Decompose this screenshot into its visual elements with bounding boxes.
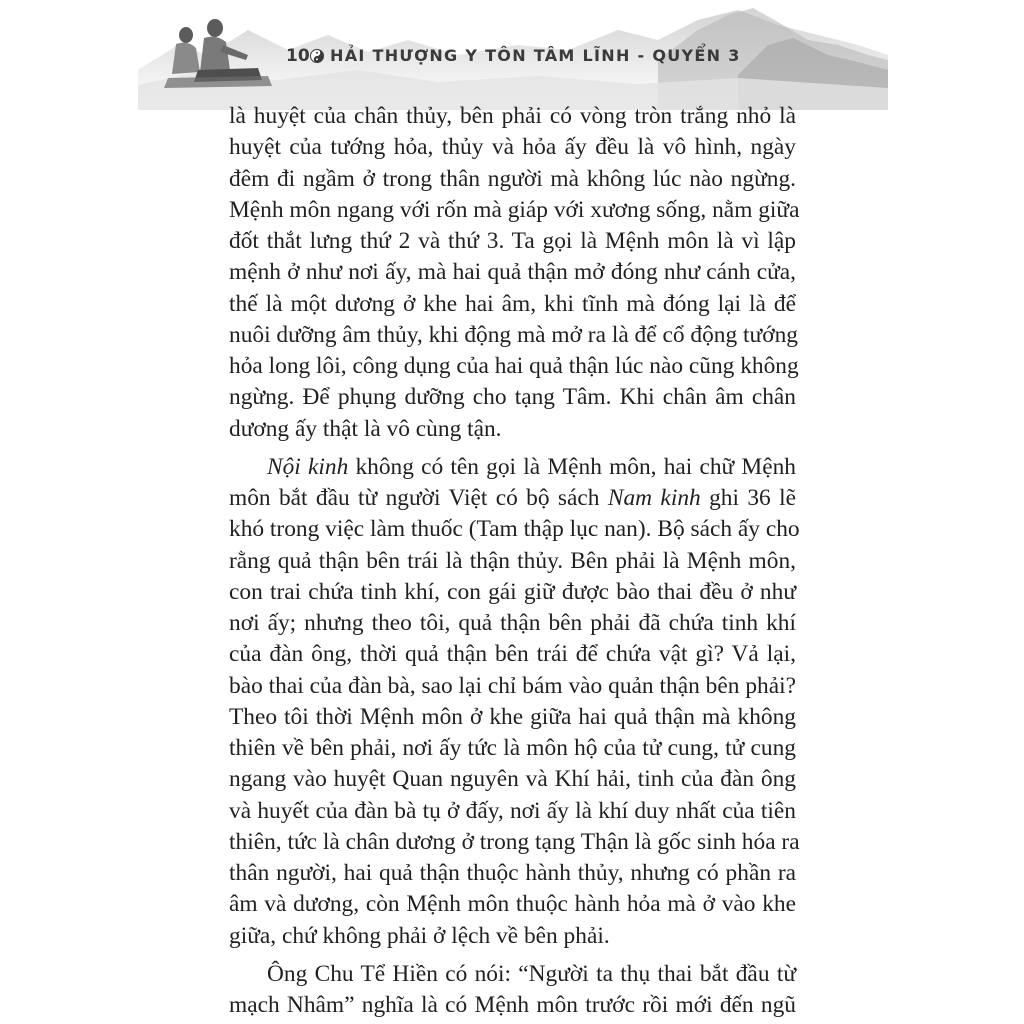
text-segment: mệnh ở như nơi ấy, mà hai quả thận mở đóng như cánh cửa,: [229, 259, 796, 286]
text-line: [229, 320, 796, 351]
text-segment: Mệnh môn ngang với rốn mà giáp với xương sống, nằm giữa: [229, 196, 800, 223]
text-segment: thân người, hai quả thận thuộc hành thủy, nhưng có phần ra: [229, 860, 796, 886]
text-line: [229, 990, 796, 1021]
text-line: [229, 414, 796, 445]
text-line: [229, 257, 796, 288]
text-line: [229, 101, 796, 132]
text-segment: thiên, tức là chân dương ở trong tạng Thận là gốc sinh hóa ra: [229, 828, 800, 855]
text-segment: hỏa long lôi, công dụng của hai quả thận lúc nào cũng không: [229, 353, 799, 379]
running-title: HẢI THƯỢNG Y TÔN TÂM LĨNH - QUYỂN 3: [330, 46, 741, 65]
text-segment: Theo tôi thời Mệnh môn ở khe giữa hai quả thận mà không: [229, 703, 796, 730]
text-line: [229, 382, 796, 413]
yin-yang-icon: [310, 49, 324, 63]
text-segment: đêm đi ngầm ở trong thân người mà không lúc nào ngừng.: [229, 165, 796, 192]
text-segment: khó trong việc làm thuốc (Tam thập lục nan). Bộ sách ấy cho: [229, 516, 800, 543]
text-line: [229, 889, 796, 920]
text-segment: ghi 36 lẽ: [700, 485, 796, 511]
text-line: [229, 195, 800, 226]
text-line: [229, 921, 796, 952]
book-title: Nội kinh: [267, 453, 349, 480]
text-segment: của đàn ông, thời quả thận bên trái để chứa vật gì? Vả lại,: [229, 641, 796, 668]
paragraph: [229, 452, 800, 952]
text-line: [229, 671, 796, 702]
text-line: [229, 514, 800, 545]
paragraph: [229, 101, 800, 445]
text-segment: bào thai của đàn bà, sao lại chỉ bám vào quản thận bên phải?: [229, 672, 796, 699]
paragraph-gap: [229, 952, 796, 959]
text-line: [229, 226, 796, 257]
text-segment: ngang vào huyệt Quan nguyên và Khí hải, tinh của đàn ông: [229, 766, 796, 793]
text-line: [229, 577, 796, 608]
text-line: [229, 132, 796, 163]
text-line: [229, 289, 796, 320]
text-line: [229, 796, 796, 827]
text-line: [229, 702, 796, 733]
text-segment: nơi ấy; nhưng theo tôi, quả thận bên phải đã chứa tinh khí: [229, 610, 796, 636]
paragraph: [229, 959, 796, 1022]
text-line: [229, 858, 796, 889]
text-line: [229, 959, 796, 990]
text-line: [229, 351, 799, 382]
text-line: [229, 452, 796, 483]
text-line: [229, 546, 796, 577]
text-segment: âm và dương, còn Mệnh môn thuộc hành hỏa mà ở vào khe: [229, 891, 796, 918]
text-line: [229, 483, 796, 514]
text-line: [229, 733, 796, 764]
text-line: [229, 164, 796, 195]
text-segment: giữa, chứ không phải ở lệch về bên phải.: [229, 922, 610, 949]
text-segment: ngừng. Để phụng dưỡng cho tạng Tâm. Khi chân âm chân: [229, 384, 796, 411]
text-segment: không có tên gọi là Mệnh môn, hai chữ Mệnh: [348, 453, 796, 480]
text-segment: dương ấy thật là vô cùng tận.: [229, 415, 502, 442]
text-segment: là huyệt của chân thủy, bên phải có vòng tròn trắng nhỏ là: [229, 103, 796, 129]
text-segment: Ông Chu Tể Hiền có nói: “Người ta thụ thai bắt đầu từ: [267, 960, 796, 987]
body-text: [229, 101, 800, 1021]
book-title: Nam kinh: [607, 485, 701, 511]
text-segment: môn bắt đầu từ người Việt có bộ sách: [229, 485, 608, 511]
text-segment: thiên về bên phải, nơi ấy tức là môn hộ của tử cung, tử cung: [229, 735, 796, 761]
text-segment: thế là một dương ở khe hai âm, khi tĩnh mà đóng lại là để: [229, 290, 796, 317]
text-line: [229, 764, 796, 795]
page-number: 10: [286, 46, 310, 66]
text-line: [229, 639, 796, 670]
text-line: [229, 608, 796, 639]
text-segment: mạch Nhâm” nghĩa là có Mệnh môn trước rồi mới đến ngũ: [229, 992, 796, 1018]
paragraph-gap: [229, 445, 796, 452]
text-segment: đốt thắt lưng thứ 2 và thứ 3. Ta gọi là Mệnh môn là vì lập: [229, 228, 796, 254]
text-line: [229, 827, 800, 858]
text-segment: và huyết của đàn bà tụ ở đấy, nơi ấy là khí duy nhất của tiên: [229, 797, 796, 824]
text-segment: rằng quả thận bên trái là thận thủy. Bên phải là Mệnh môn,: [229, 547, 796, 574]
text-segment: nuôi dưỡng âm thủy, khi động mà mở ra là để cổ động tướng: [229, 321, 798, 348]
text-segment: huyệt của tướng hỏa, thủy và hỏa ấy đều là vô hình, ngày: [229, 134, 796, 161]
text-segment: con trai chứa tinh khí, con gái giữ được bào thai đều ở như: [229, 578, 796, 605]
